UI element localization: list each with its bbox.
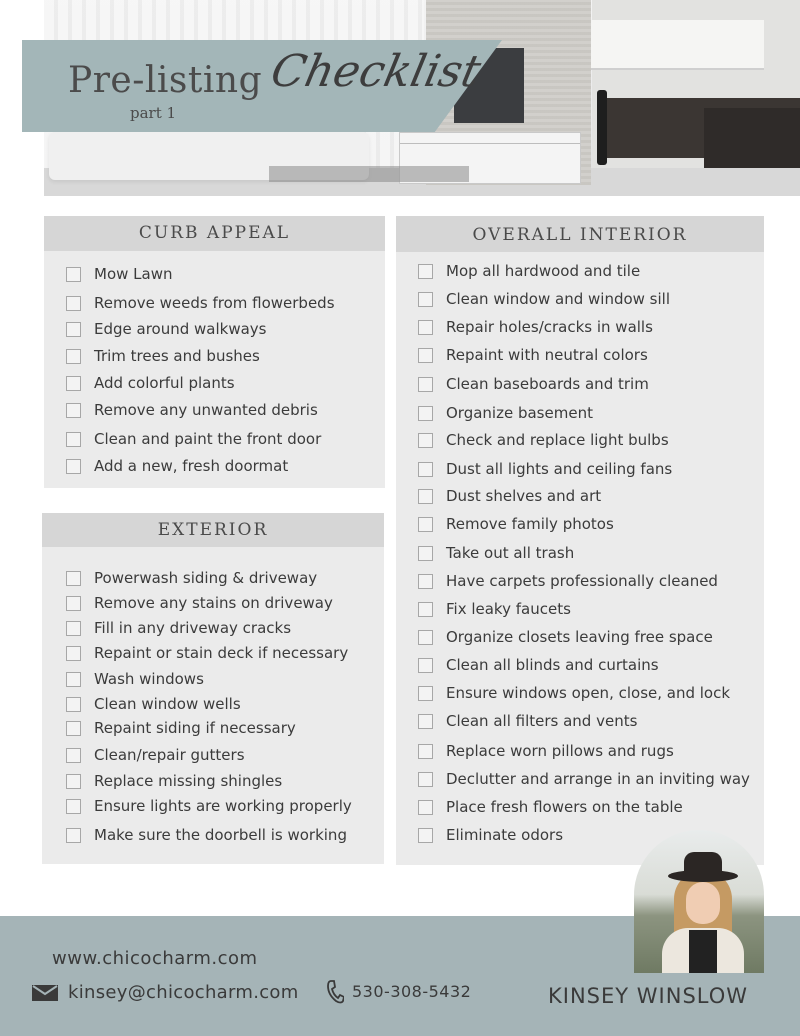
checklist-item-label: Remove family photos: [446, 515, 614, 533]
checkbox[interactable]: [418, 574, 433, 589]
checkbox[interactable]: [418, 658, 433, 673]
checklist-item[interactable]: [66, 430, 321, 448]
curb-appeal-section: [44, 216, 385, 488]
checklist-item-label: Remove any unwanted debris: [94, 401, 318, 419]
checklist-item-label: Clean window wells: [94, 695, 241, 713]
checklist-item-label: Have carpets professionally cleaned: [446, 572, 718, 590]
checklist-item-label: Eliminate odors: [446, 826, 564, 844]
agent-name: KINSEY WINSLOW: [548, 984, 749, 1008]
checkbox[interactable]: [66, 672, 81, 687]
page-subtitle: part 1: [130, 104, 177, 122]
checklist-item[interactable]: [66, 374, 235, 392]
checklist-item-label: Fill in any driveway cracks: [94, 619, 292, 637]
checkbox[interactable]: [66, 721, 81, 736]
checklist-item-label: Clean all filters and vents: [446, 712, 638, 730]
checkbox[interactable]: [418, 377, 433, 392]
checkbox[interactable]: [66, 748, 81, 763]
checklist-item-label: Replace missing shingles: [94, 772, 283, 790]
checklist-item-label: Repaint with neutral colors: [446, 346, 648, 364]
checklist-item-label: Place fresh flowers on the table: [446, 798, 683, 816]
checklist-item-label: Clean window and window sill: [446, 290, 670, 308]
checkbox[interactable]: [66, 697, 81, 712]
curb-appeal-heading: CURB APPEAL: [44, 216, 385, 251]
checkbox[interactable]: [66, 403, 81, 418]
checklist-item[interactable]: [418, 318, 653, 336]
checklist-item[interactable]: [418, 656, 659, 674]
checklist-item-label: Repair holes/cracks in walls: [446, 318, 653, 336]
overall-interior-heading: OVERALL INTERIOR: [396, 216, 764, 252]
checkbox[interactable]: [66, 322, 81, 337]
checkbox[interactable]: [418, 292, 433, 307]
checkbox[interactable]: [418, 517, 433, 532]
checklist-item[interactable]: [418, 826, 563, 844]
exterior-section: [42, 513, 384, 864]
checkbox[interactable]: [418, 433, 433, 448]
checklist-item[interactable]: [418, 770, 750, 788]
checklist-item-label: Check and replace light bulbs: [446, 431, 669, 449]
checklist-item-label: Repaint siding if necessary: [94, 719, 296, 737]
website-link[interactable]: www.chicocharm.com: [52, 948, 258, 969]
checkbox[interactable]: [418, 828, 433, 843]
checkbox[interactable]: [418, 744, 433, 759]
checklist-item[interactable]: [418, 684, 730, 702]
checklist-item[interactable]: [418, 290, 670, 308]
checkbox[interactable]: [66, 596, 81, 611]
checklist-item[interactable]: [66, 826, 347, 844]
checkbox[interactable]: [418, 602, 433, 617]
checklist-item-label: Declutter and arrange in an inviting way: [446, 770, 750, 788]
checklist-item-label: Edge around walkways: [94, 320, 267, 338]
checklist-item-label: Organize basement: [446, 404, 593, 422]
checkbox[interactable]: [66, 296, 81, 311]
checkbox[interactable]: [66, 267, 81, 282]
checklist-item-label: Replace worn pillows and rugs: [446, 742, 674, 760]
checkbox[interactable]: [66, 376, 81, 391]
checklist-item[interactable]: [66, 695, 241, 713]
checklist-item-label: Add colorful plants: [94, 374, 235, 392]
checklist-item[interactable]: [418, 544, 574, 562]
checklist-item[interactable]: [418, 375, 649, 393]
checkbox[interactable]: [418, 348, 433, 363]
checklist-item-label: Wash windows: [94, 670, 204, 688]
checklist-item[interactable]: [66, 347, 260, 365]
checklist-item-label: Dust all lights and ceiling fans: [446, 460, 673, 478]
checklist-item[interactable]: [66, 320, 267, 338]
page-title: Pre-listing: [68, 60, 263, 101]
checklist-item-label: Mow Lawn: [94, 265, 173, 283]
checklist-item[interactable]: [418, 572, 718, 590]
checkbox[interactable]: [66, 349, 81, 364]
checklist-item[interactable]: [66, 719, 296, 737]
checkbox[interactable]: [66, 828, 81, 843]
checklist-item-label: Take out all trash: [446, 544, 575, 562]
checkbox[interactable]: [418, 714, 433, 729]
checklist-item-label: Make sure the doorbell is working: [94, 826, 347, 844]
checkbox[interactable]: [66, 646, 81, 661]
checklist-item[interactable]: [418, 487, 601, 505]
checklist-item[interactable]: [418, 712, 637, 730]
checklist-item-label: Trim trees and bushes: [94, 347, 260, 365]
checklist-item[interactable]: [418, 628, 713, 646]
checklist-item-label: Clean and paint the front door: [94, 430, 322, 448]
checkbox[interactable]: [418, 800, 433, 815]
phone-icon: [326, 980, 344, 1004]
checkbox[interactable]: [66, 774, 81, 789]
checklist-item[interactable]: [66, 772, 282, 790]
checkbox[interactable]: [418, 772, 433, 787]
checkbox[interactable]: [418, 489, 433, 504]
checkbox[interactable]: [418, 686, 433, 701]
checkbox[interactable]: [66, 459, 81, 474]
checklist-item[interactable]: [418, 798, 683, 816]
checkbox[interactable]: [66, 571, 81, 586]
checklist-item-label: Clean baseboards and trim: [446, 375, 649, 393]
checklist-item-label: Remove any stains on driveway: [94, 594, 333, 612]
email-link[interactable]: kinsey@chicocharm.com: [68, 982, 299, 1003]
checklist-item[interactable]: [418, 404, 593, 422]
checklist-item[interactable]: [66, 294, 335, 312]
checklist-item[interactable]: [66, 457, 288, 475]
checkbox[interactable]: [418, 462, 433, 477]
checklist-item-label: Ensure lights are working properly: [94, 797, 352, 815]
checkbox[interactable]: [418, 406, 433, 421]
overall-interior-section: [396, 216, 764, 865]
checklist-item-label: Clean all blinds and curtains: [446, 656, 659, 674]
checklist-item-label: Add a new, fresh doormat: [94, 457, 289, 475]
checklist-item-label: Mop all hardwood and tile: [446, 262, 641, 280]
checkbox[interactable]: [418, 630, 433, 645]
checklist-item[interactable]: [66, 594, 333, 612]
checklist-item[interactable]: [66, 401, 318, 419]
checklist-item[interactable]: [418, 600, 571, 618]
checkbox[interactable]: [418, 264, 433, 279]
envelope-icon: [32, 985, 58, 1001]
checklist-item[interactable]: [418, 460, 672, 478]
checklist-item[interactable]: [418, 346, 648, 364]
checklist-item[interactable]: [66, 670, 204, 688]
checklist-item[interactable]: [66, 265, 172, 283]
phone-number[interactable]: 530-308-5432: [352, 982, 472, 1001]
checklist-item-label: Organize closets leaving free space: [446, 628, 713, 646]
agent-photo: [634, 830, 764, 973]
checkbox[interactable]: [418, 320, 433, 335]
checkbox[interactable]: [66, 799, 81, 814]
checklist-item[interactable]: [66, 797, 352, 815]
checklist-item[interactable]: [66, 619, 291, 637]
checkbox[interactable]: [66, 621, 81, 636]
checkbox[interactable]: [418, 546, 433, 561]
page-title-script: Checklist: [266, 46, 486, 97]
checklist-item-label: Powerwash siding & driveway: [94, 569, 318, 587]
checklist-item-label: Dust shelves and art: [446, 487, 602, 505]
checklist-item-label: Fix leaky faucets: [446, 600, 571, 618]
checklist-item[interactable]: [418, 742, 674, 760]
checklist-item[interactable]: [66, 569, 317, 587]
checklist-item[interactable]: [418, 431, 669, 449]
checklist-item-label: Clean/repair gutters: [94, 746, 245, 764]
checklist-item-label: Ensure windows open, close, and lock: [446, 684, 731, 702]
checklist-item[interactable]: [66, 746, 245, 764]
checklist-item[interactable]: [66, 644, 348, 662]
checklist-item-label: Repaint or stain deck if necessary: [94, 644, 349, 662]
exterior-heading: EXTERIOR: [42, 513, 384, 547]
checkbox[interactable]: [66, 432, 81, 447]
checklist-item[interactable]: [418, 262, 640, 280]
checklist-item-label: Remove weeds from flowerbeds: [94, 294, 335, 312]
checklist-item[interactable]: [418, 515, 614, 533]
